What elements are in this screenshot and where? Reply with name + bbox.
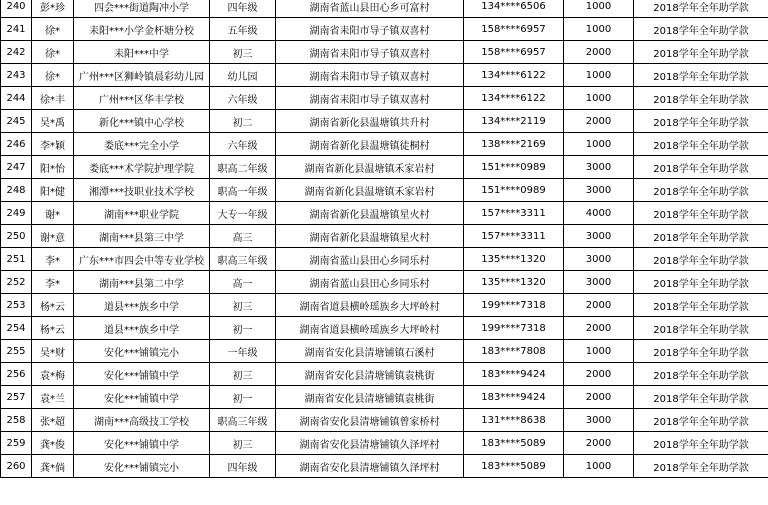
school-cell: 广东***市四会中等专业学校 (74, 248, 210, 271)
amount-cell: 2000 (564, 432, 634, 455)
grade-cell: 职高一年级 (210, 179, 276, 202)
row-number-cell: 255 (1, 340, 32, 363)
table-row (1, 340, 768, 363)
grade-cell: 职高二年级 (210, 156, 276, 179)
table-body (1, 0, 768, 478)
description-cell: 2018学年全年助学款 (634, 87, 768, 110)
phone-cell: 134****6122 (464, 87, 564, 110)
table-row (1, 156, 768, 179)
phone-cell: 157****3311 (464, 202, 564, 225)
amount-cell: 3000 (564, 225, 634, 248)
description-cell: 2018学年全年助学款 (634, 133, 768, 156)
grade-cell: 初一 (210, 317, 276, 340)
description-cell: 2018学年全年助学款 (634, 248, 768, 271)
description-cell: 2018学年全年助学款 (634, 409, 768, 432)
row-number-cell: 254 (1, 317, 32, 340)
table-row (1, 363, 768, 386)
table-row (1, 294, 768, 317)
table-row (1, 0, 768, 18)
grade-cell: 高一 (210, 271, 276, 294)
address-cell: 湖南省安化县清塘铺镇袁桃街 (276, 363, 464, 386)
description-cell: 2018学年全年助学款 (634, 110, 768, 133)
grade-cell: 职高三年级 (210, 409, 276, 432)
phone-cell: 151****0989 (464, 179, 564, 202)
grade-cell: 幼儿园 (210, 64, 276, 87)
phone-cell: 134****6506 (464, 0, 564, 18)
student-name-cell: 张*超 (32, 409, 74, 432)
phone-cell: 199****7318 (464, 317, 564, 340)
amount-cell: 2000 (564, 41, 634, 64)
school-cell: 耒阳***中学 (74, 41, 210, 64)
address-cell: 湖南省安化县清塘铺镇袁桃街 (276, 386, 464, 409)
amount-cell: 1000 (564, 455, 634, 478)
amount-cell: 3000 (564, 179, 634, 202)
table-row (1, 455, 768, 478)
amount-cell: 2000 (564, 317, 634, 340)
address-cell: 湖南省耒阳市导子镇双喜村 (276, 41, 464, 64)
phone-cell: 135****1320 (464, 248, 564, 271)
table-row (1, 110, 768, 133)
amount-cell: 2000 (564, 110, 634, 133)
student-name-cell: 谢* (32, 202, 74, 225)
address-cell: 湖南省新化县温塘镇星火村 (276, 225, 464, 248)
row-number-cell: 252 (1, 271, 32, 294)
student-name-cell: 杨*云 (32, 317, 74, 340)
row-number-cell: 260 (1, 455, 32, 478)
row-number-cell: 258 (1, 409, 32, 432)
amount-cell: 1000 (564, 133, 634, 156)
row-number-cell: 250 (1, 225, 32, 248)
description-cell: 2018学年全年助学款 (634, 225, 768, 248)
amount-cell: 1000 (564, 64, 634, 87)
row-number-cell: 247 (1, 156, 32, 179)
row-number-cell: 245 (1, 110, 32, 133)
address-cell: 湖南省道县横岭瑶族乡大坪岭村 (276, 317, 464, 340)
address-cell: 湖南省道县横岭瑶族乡大坪岭村 (276, 294, 464, 317)
phone-cell: 158****6957 (464, 18, 564, 41)
phone-cell: 183****9424 (464, 386, 564, 409)
school-cell: 耒阳***小学金杯塘分校 (74, 18, 210, 41)
amount-cell: 1000 (564, 18, 634, 41)
row-number-cell: 248 (1, 179, 32, 202)
phone-cell: 151****0989 (464, 156, 564, 179)
phone-cell: 157****3311 (464, 225, 564, 248)
address-cell: 湖南省新化县温塘镇星火村 (276, 202, 464, 225)
amount-cell: 2000 (564, 294, 634, 317)
address-cell: 湖南省耒阳市导子镇双喜村 (276, 18, 464, 41)
table-row (1, 432, 768, 455)
phone-cell: 134****6122 (464, 64, 564, 87)
phone-cell: 138****2169 (464, 133, 564, 156)
student-name-cell: 徐* (32, 18, 74, 41)
school-cell: 安化***铺镇中学 (74, 363, 210, 386)
student-name-cell: 阳*健 (32, 179, 74, 202)
row-number-cell: 244 (1, 87, 32, 110)
student-name-cell: 彭*珍 (32, 0, 74, 18)
school-cell: 湖南***高级技工学校 (74, 409, 210, 432)
table-row (1, 248, 768, 271)
table-row (1, 133, 768, 156)
student-name-cell: 谢*意 (32, 225, 74, 248)
description-cell: 2018学年全年助学款 (634, 156, 768, 179)
phone-cell: 134****2119 (464, 110, 564, 133)
table-row (1, 409, 768, 432)
school-cell: 安化***铺镇中学 (74, 386, 210, 409)
grade-cell: 五年级 (210, 18, 276, 41)
description-cell: 2018学年全年助学款 (634, 294, 768, 317)
table-row (1, 225, 768, 248)
grade-cell: 四年级 (210, 455, 276, 478)
row-number-cell: 249 (1, 202, 32, 225)
student-name-cell: 袁*兰 (32, 386, 74, 409)
phone-cell: 183****5089 (464, 455, 564, 478)
description-cell: 2018学年全年助学款 (634, 18, 768, 41)
school-cell: 安化***铺镇完小 (74, 340, 210, 363)
row-number-cell: 251 (1, 248, 32, 271)
grade-cell: 六年级 (210, 87, 276, 110)
phone-cell: 135****1320 (464, 271, 564, 294)
address-cell: 湖南省安化县清塘铺镇久泽坪村 (276, 432, 464, 455)
school-cell: 湘潭***技职业技术学校 (74, 179, 210, 202)
address-cell: 湖南省新化县温塘镇禾家岩村 (276, 179, 464, 202)
school-cell: 道县***族乡中学 (74, 294, 210, 317)
address-cell: 湖南省耒阳市导子镇双喜村 (276, 87, 464, 110)
student-name-cell: 阳*怡 (32, 156, 74, 179)
grade-cell: 初三 (210, 294, 276, 317)
description-cell: 2018学年全年助学款 (634, 317, 768, 340)
address-cell: 湖南省新化县温塘镇共升村 (276, 110, 464, 133)
row-number-cell: 240 (1, 0, 32, 18)
address-cell: 湖南省安化县清塘铺镇曾家桥村 (276, 409, 464, 432)
row-number-cell: 253 (1, 294, 32, 317)
address-cell: 湖南省新化县温塘镇禾家岩村 (276, 156, 464, 179)
amount-cell: 3000 (564, 156, 634, 179)
phone-cell: 183****7808 (464, 340, 564, 363)
description-cell: 2018学年全年助学款 (634, 202, 768, 225)
school-cell: 娄底***术学院护理学院 (74, 156, 210, 179)
table-row (1, 18, 768, 41)
grade-cell: 初三 (210, 432, 276, 455)
row-number-cell: 246 (1, 133, 32, 156)
phone-cell: 131****8638 (464, 409, 564, 432)
table-row (1, 271, 768, 294)
amount-cell: 4000 (564, 202, 634, 225)
description-cell: 2018学年全年助学款 (634, 179, 768, 202)
phone-cell: 183****5089 (464, 432, 564, 455)
school-cell: 娄底***完全小学 (74, 133, 210, 156)
student-name-cell: 袁*梅 (32, 363, 74, 386)
student-name-cell: 吴*财 (32, 340, 74, 363)
school-cell: 广州***区狮岭镇晨彩幼儿园 (74, 64, 210, 87)
address-cell: 湖南省蓝山县田心乡同乐村 (276, 271, 464, 294)
school-cell: 安化***铺镇完小 (74, 455, 210, 478)
address-cell: 湖南省安化县清塘铺镇久泽坪村 (276, 455, 464, 478)
row-number-cell: 243 (1, 64, 32, 87)
student-name-cell: 李* (32, 248, 74, 271)
description-cell: 2018学年全年助学款 (634, 0, 768, 18)
table-row (1, 386, 768, 409)
table-row (1, 202, 768, 225)
address-cell: 湖南省耒阳市导子镇双喜村 (276, 64, 464, 87)
grade-cell: 初三 (210, 363, 276, 386)
phone-cell: 158****6957 (464, 41, 564, 64)
description-cell: 2018学年全年助学款 (634, 432, 768, 455)
grade-cell: 四年级 (210, 0, 276, 18)
student-name-cell: 徐*丰 (32, 87, 74, 110)
address-cell: 湖南省蓝山县田心乡同乐村 (276, 248, 464, 271)
amount-cell: 3000 (564, 248, 634, 271)
description-cell: 2018学年全年助学款 (634, 271, 768, 294)
description-cell: 2018学年全年助学款 (634, 340, 768, 363)
amount-cell: 1000 (564, 0, 634, 18)
description-cell: 2018学年全年助学款 (634, 455, 768, 478)
school-cell: 湖南***职业学院 (74, 202, 210, 225)
amount-cell: 3000 (564, 271, 634, 294)
table-row (1, 317, 768, 340)
row-number-cell: 259 (1, 432, 32, 455)
address-cell: 湖南省新化县温塘镇徒桐村 (276, 133, 464, 156)
student-name-cell: 徐* (32, 41, 74, 64)
grade-cell: 职高三年级 (210, 248, 276, 271)
row-number-cell: 242 (1, 41, 32, 64)
student-name-cell: 徐* (32, 64, 74, 87)
phone-cell: 199****7318 (464, 294, 564, 317)
amount-cell: 1000 (564, 87, 634, 110)
description-cell: 2018学年全年助学款 (634, 363, 768, 386)
student-name-cell: 吴*禹 (32, 110, 74, 133)
school-cell: 道县***族乡中学 (74, 317, 210, 340)
school-cell: 安化***铺镇中学 (74, 432, 210, 455)
address-cell: 湖南省蓝山县田心乡可富村 (276, 0, 464, 18)
school-cell: 湖南***县第三中学 (74, 225, 210, 248)
description-cell: 2018学年全年助学款 (634, 64, 768, 87)
description-cell: 2018学年全年助学款 (634, 386, 768, 409)
student-name-cell: 李*颖 (32, 133, 74, 156)
grade-cell: 初一 (210, 386, 276, 409)
grade-cell: 六年级 (210, 133, 276, 156)
grade-cell: 初二 (210, 110, 276, 133)
student-name-cell: 龚*倘 (32, 455, 74, 478)
address-cell: 湖南省安化县清塘铺镇石溪村 (276, 340, 464, 363)
amount-cell: 2000 (564, 363, 634, 386)
table-row (1, 179, 768, 202)
school-cell: 湖南***县第二中学 (74, 271, 210, 294)
school-cell: 新化***镇中心学校 (74, 110, 210, 133)
grade-cell: 大专一年级 (210, 202, 276, 225)
row-number-cell: 257 (1, 386, 32, 409)
row-number-cell: 256 (1, 363, 32, 386)
amount-cell: 2000 (564, 386, 634, 409)
phone-cell: 183****9424 (464, 363, 564, 386)
amount-cell: 3000 (564, 409, 634, 432)
school-cell: 四会***街道陶冲小学 (74, 0, 210, 18)
table-row (1, 41, 768, 64)
amount-cell: 1000 (564, 340, 634, 363)
table-row (1, 87, 768, 110)
student-name-cell: 李* (32, 271, 74, 294)
student-name-cell: 杨*云 (32, 294, 74, 317)
grade-cell: 初三 (210, 41, 276, 64)
student-name-cell: 龚*俊 (32, 432, 74, 455)
description-cell: 2018学年全年助学款 (634, 41, 768, 64)
row-number-cell: 241 (1, 18, 32, 41)
grade-cell: 高三 (210, 225, 276, 248)
school-cell: 广州***区华丰学校 (74, 87, 210, 110)
table-row (1, 64, 768, 87)
grade-cell: 一年级 (210, 340, 276, 363)
